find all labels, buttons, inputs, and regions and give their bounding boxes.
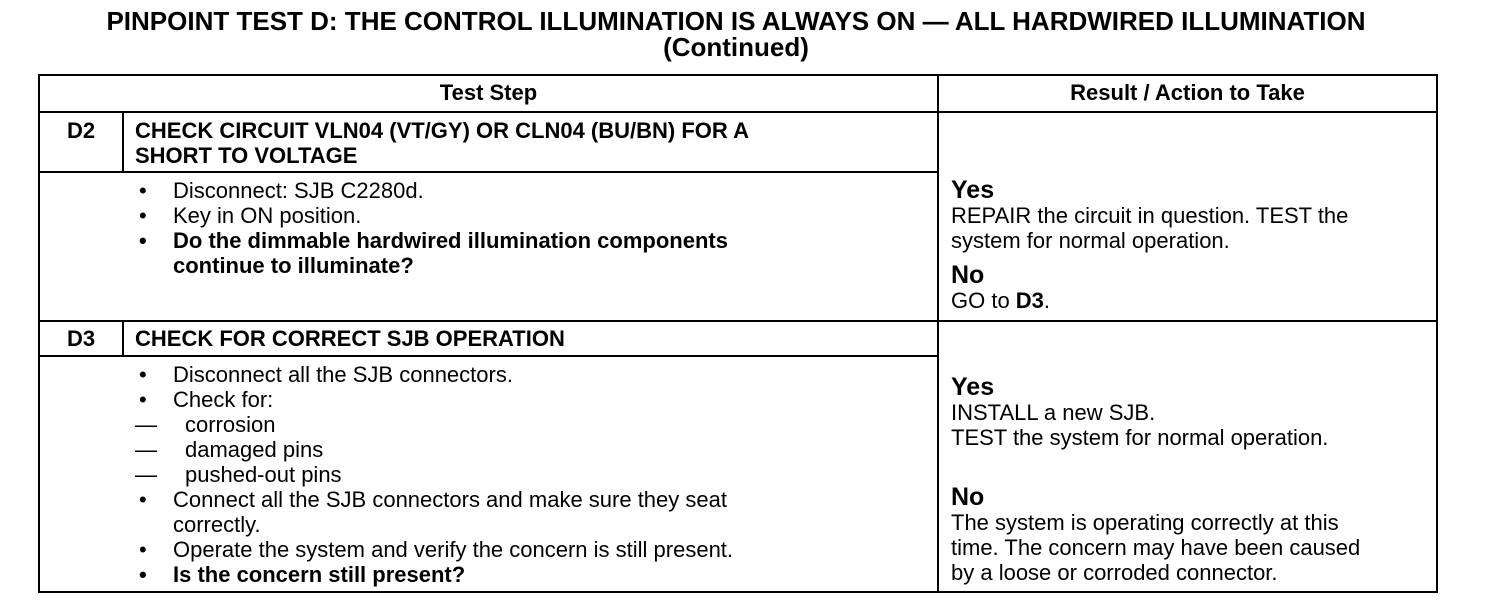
step-heading-d3: CHECK FOR CORRECT SJB OPERATION (135, 326, 565, 351)
list-item: • Do the dimmable hardwired illumination components continue to illuminate? (135, 228, 925, 278)
link-d3: D3 (1015, 288, 1044, 313)
list-item: • Is the concern still present? (135, 562, 925, 587)
list-item: • Disconnect all the SJB connectors. (135, 362, 925, 387)
row-divider (40, 320, 1436, 322)
no-label: No (951, 483, 985, 511)
column-divider (937, 76, 939, 591)
pinpoint-test-table (38, 74, 1438, 593)
result-d3: Yes INSTALL a new SJB. TEST the system for normal operation. No The system is operating correctly at this time. The concern may have been caused by a loose or corroded connector. (951, 374, 1431, 585)
sub-item: — damaged pins (135, 437, 925, 462)
result-d2: Yes REPAIR the circuit in question. TEST the system for normal operation. No GO to D3. (951, 177, 1431, 313)
list-item: • Key in ON position. (135, 203, 925, 228)
d3-id-divider (122, 320, 124, 357)
header-test-step: Test Step (439, 80, 538, 105)
step-id-d3: D3 (66, 326, 96, 351)
d2-id-divider (122, 111, 124, 173)
sub-item: — pushed-out pins (135, 462, 925, 487)
no-label: No (951, 261, 985, 289)
yes-label: Yes (951, 373, 995, 401)
sub-item: — corrosion (135, 412, 925, 437)
d2-heading-divider (40, 171, 937, 173)
step-id-d2: D2 (66, 118, 96, 143)
header-divider (40, 111, 1436, 113)
step-heading-d2: CHECK CIRCUIT VLN04 (VT/GY) OR CLN04 (BU/BN) FOR A SHORT TO VOLTAGE (135, 118, 749, 168)
no-action: GO to D3. (951, 288, 1051, 313)
list-item: • Connect all the SJB connectors and make sure they seat correctly. (135, 487, 925, 537)
step-list-d2 (135, 178, 925, 278)
d3-heading-divider (40, 355, 937, 357)
list-item: • Operate the system and verify the concern is still present. (135, 537, 925, 562)
title-line-2: (Continued) (663, 32, 809, 62)
list-item: • Disconnect: SJB C2280d. (135, 178, 925, 203)
list-item: • Check for: (135, 387, 925, 412)
yes-label: Yes (951, 176, 995, 204)
page-title (0, 8, 1472, 60)
step-list-d3 (135, 362, 925, 587)
header-result: Result / Action to Take (1070, 80, 1305, 105)
title-line-1: PINPOINT TEST D: THE CONTROL ILLUMINATION IS ALWAYS ON — ALL HARDWIRED ILLUMINATION (106, 6, 1366, 36)
